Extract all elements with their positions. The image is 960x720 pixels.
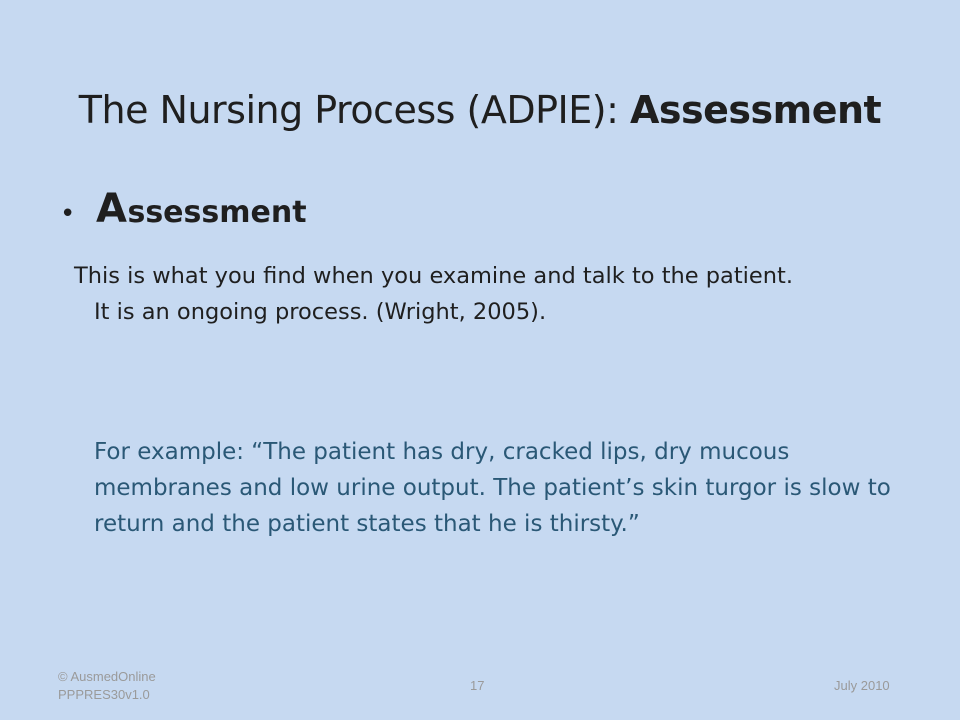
slide-title-normal: The Nursing Process (ADPIE):: [78, 88, 630, 132]
footer-copyright: [58, 668, 156, 704]
footer-copyright-line-1: © AusmedOnline: [58, 669, 156, 684]
page-number: 17: [470, 678, 485, 693]
example-paragraph: For example: “The patient has dry, cracked lips, dry mucous membranes and low urine output. The patient’s skin turgor is slow to return and the patient states that he is thirsty.”: [94, 439, 891, 537]
bullet-item: [60, 186, 307, 232]
definition-line-2: It is an ongoing process. (Wright, 2005).: [94, 299, 547, 325]
definition-paragraph: [74, 258, 904, 330]
slide-title: [0, 88, 960, 132]
bullet-heading-initial: A: [96, 186, 128, 232]
footer-date: July 2010: [834, 678, 890, 693]
slide-title-bold: Assessment: [629, 88, 882, 132]
footer-copyright-line-2: PPPRES30v1.0: [58, 687, 150, 702]
bullet-heading-rest: ssessment: [127, 195, 307, 230]
definition-line-1: This is what you find when you examine and talk to the patient.: [74, 263, 793, 289]
bullet-dot-icon: •: [60, 199, 76, 229]
